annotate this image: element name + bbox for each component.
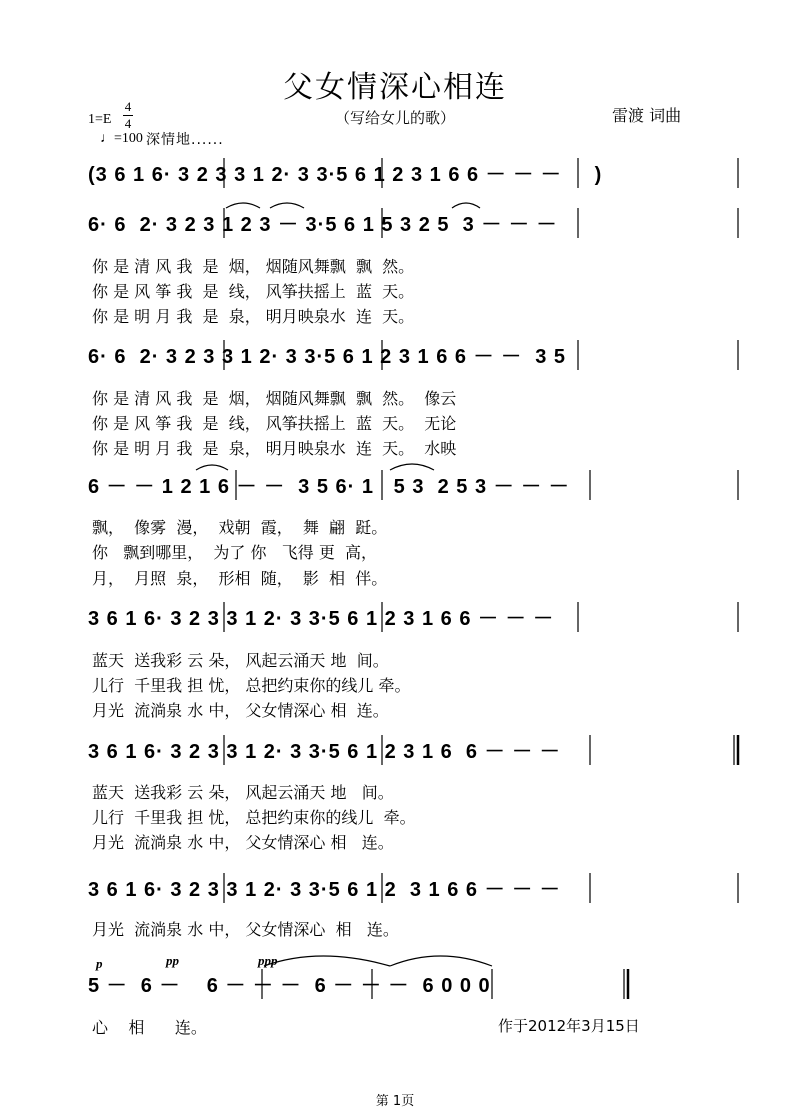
key-signature: 1=E — [88, 112, 112, 127]
lyric-line: 你 是 风 筝 我 是 线， 风筝扶摇上 蓝 天。 无论 — [92, 414, 457, 433]
lyric-line: 你 是 明 月 我 是 泉， 明月映泉水 连 天。 水映 — [92, 439, 457, 458]
expression-marking: 深情地...... — [146, 132, 224, 148]
slur — [264, 956, 390, 966]
lyric-line: 月光 流淌泉 水 中， 父女情深心 相 连。 — [92, 920, 399, 939]
lyric-line: 月光 流淌泉 水 中， 父女情深心 相 连。 — [92, 833, 394, 852]
composer-credit: 雷渡 词曲 — [612, 106, 682, 125]
notation-line: 5 － 6 － 6 － － － 6 － － － 6 0 0 0 — [88, 975, 491, 997]
time-signature-bottom: 4 — [124, 116, 132, 131]
lyric-line: 月光 流淌泉 水 中， 父女情深心 相 连。 — [92, 701, 389, 720]
notation-line: 3 6 1 6· 3 2 3 3 1 2· 3 3·5 6 1 2 3 1 6 6 － － － — [88, 879, 561, 901]
lyric-line: 儿行 千里我 担 忧， 总把约束你的线儿 牵。 — [92, 676, 411, 695]
notation-line: 3 6 1 6· 3 2 3 3 1 2· 3 3·5 6 1 2 3 1 6 6 － － － — [88, 741, 561, 763]
dynamic-piano: p — [96, 956, 103, 971]
composition-date: 作于2012年3月15日 — [498, 1017, 640, 1035]
lyric-line: 你 是 明 月 我 是 泉， 明月映泉水 连 天。 — [92, 307, 415, 326]
notation-line: (3 6 1 6· 3 2 3 3 1 2· 3 3·5 6 1 2 3 1 6 6 － － － ) — [88, 164, 603, 186]
dynamic-pianississimo: ppp — [258, 953, 278, 968]
slur — [196, 465, 228, 470]
lyric-line: 你 是 风 筝 我 是 线， 风筝扶摇上 蓝 天。 — [92, 282, 415, 301]
lyric-line: 飘， 像雾 漫， 戏朝 霞， 舞 翩 跹。 — [92, 518, 388, 537]
time-signature — [122, 100, 134, 131]
lyric-line: 蓝天 送我彩 云 朵， 风起云涌天 地 间。 — [92, 651, 389, 670]
time-signature-top: 4 — [124, 99, 132, 114]
notation-line: 6· 6 2· 3 2 3 3 1 2· 3 3·5 6 1 2 3 1 6 6 － － 3 5 — [88, 346, 567, 368]
notation-line: 6 － － 1 2 1 6 － － 3 5 6· 1 5 3 2 5 3 － － － — [88, 476, 570, 498]
notation-line: 3 6 1 6· 3 2 3 3 1 2· 3 3·5 6 1 2 3 1 6 6 － － － — [88, 608, 555, 630]
lyric-line: 心 相 连。 — [92, 1018, 207, 1037]
lyric-line: 你 飘到哪里， 为了 你 飞得 更 高， — [92, 543, 378, 562]
lyric-line: 蓝天 送我彩 云 朵， 风起云涌天 地 间。 — [92, 783, 394, 802]
lyric-line: 你 是 清 风 我 是 烟， 烟随风舞飘 飘 然。 — [92, 257, 415, 276]
lyric-line: 月， 月照 泉， 形相 随， 影 相 伴。 — [92, 569, 388, 588]
song-title: 父女情深心相连 — [283, 70, 507, 105]
slur — [390, 956, 492, 966]
dynamic-pianissimo: pp — [166, 953, 179, 968]
tempo-marking: ♩=100 — [100, 131, 143, 146]
slur — [390, 464, 434, 470]
page-number: 第 1页 — [375, 1094, 415, 1109]
notation-line: 6· 6 2· 3 2 3 1 2 3 － 3·5 6 1 5 3 2 5 3 － － － — [88, 214, 558, 236]
lyric-line: 儿行 千里我 担 忧， 总把约束你的线儿 牵。 — [92, 808, 416, 827]
song-subtitle: （写给女儿的歌） — [334, 109, 455, 127]
lyric-line: 你 是 清 风 我 是 烟， 烟随风舞飘 飘 然。 像云 — [92, 389, 457, 408]
